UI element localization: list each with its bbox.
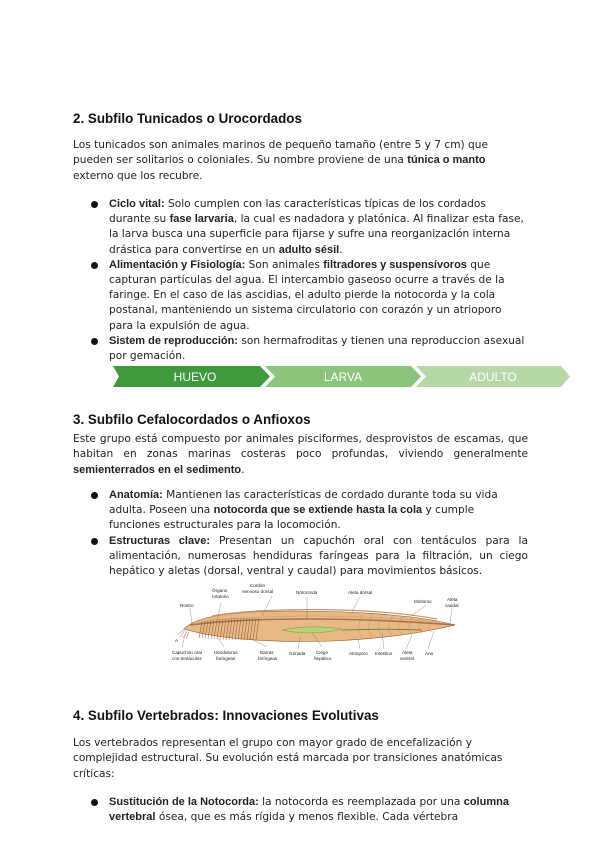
diagram-label-aleta-caudal-2: caudal [445,603,459,608]
diagram-label-miotomo: Miotomo [414,599,432,604]
section-intro-vertebrados: Los vertebrados representan el grupo con mayor grado de encefalización y complejidad estructural. Su evolución está marcada por transiciones anatómicas críticas: [73,737,503,780]
diagram-label-rostro: Rostro [180,603,194,608]
diagram-label-hendiduras-2: faríngeas [216,656,236,661]
bullet-sustitucion-notocorda: Sustitución de la Notocorda: la notocorda es reemplazada por una columna vertebral ósea, que es más rígida y menos flexible. Cada vértebra [90,795,528,825]
diagram-label-organo-rotatorio-2: rotatorio [212,594,229,599]
diagram-label-aleta-ventral-2: ventral [400,656,414,661]
diagram-label-ciego-2: hepático [314,656,332,661]
section-heading-tunicados: 2. Subfilo Tunicados o Urocordados [73,111,302,126]
diagram-label-notocorda: Notocorda [296,590,318,595]
diagram-label-aleta-dorsal: Aleta dorsal [348,590,373,595]
section-heading-vertebrados: 4. Subfilo Vertebrados: Innovaciones Evolutivas [73,708,379,723]
diagram-label-aleta-caudal-1: Aleta [447,597,458,602]
diagram-label-ciego-1: Ciego [316,650,329,655]
diagram-label-capuchon-2: con tentáculos [172,656,202,661]
section-heading-cefalocordados: 3. Subfilo Cefalocordados o Anfioxos [73,412,311,427]
bullet-anatomia: Anatomía: Mantienen las características de cordado durante toda su vida adulta. Poseen una notocorda que se extiende hasta la cola y cumple funciones estructurales para la locomoción. [90,488,528,534]
diagram-label-barras-1: Barras [260,650,274,655]
bullet-alimentacion: Alimentación y Fisiología: Son animales filtradores y suspensívoros que capturan partículas del agua. El intercambio gaseoso ocurre a través de la faringe. En el caso de las ascidias, el adulto pierde la notocorda y la cola postanal, manteniendo un sistema circulatorio con corazón y un atrioporo para la expulsión de agua. [90,258,528,334]
diagram-label-capuchon-1: Capuchón oral [172,650,202,655]
diagram-label-intestino: Intestino [375,651,393,656]
stage-label-huevo: HUEVO [173,370,217,384]
bullet-list-tunicados [90,197,528,364]
bullet-list-vertebrados [90,795,528,825]
section-intro-tunicados: Los tunicados son animales marinos de pequeño tamaño (entre 5 y 7 cm) que pueden ser solitarios o coloniales. Su nombre proviene de una túnica o manto externo que los recubre. [73,139,488,182]
amphioxus-oral-tentacles [178,629,189,639]
stage-label-adulto: ADULTO [469,370,517,384]
bullet-reproduccion: Sistem de reproducción: son hermafroditas y tienen una reproduccion asexual por gemación. [90,334,528,364]
diagram-label-atrioporo: Atrioporo [349,651,368,656]
diagram-label-aleta-ventral-1: Aleta [402,650,413,655]
diagram-label-hendiduras-1: Hendiduras [214,650,238,655]
diagram-label-barras-2: faríngeas [258,656,278,661]
amphioxus-diagram [172,583,467,668]
bullet-ciclo-vital: Ciclo vital: Solo cumplen con las características típicas de los cordados durante su fase larvaria, la cual es nadadora y platónica. Al finalizar esta fase, la larva busca una superficie para fijarse y sufre una reorganización interna drástica para convertirse en un adulto sésil. [90,197,528,258]
diagram-label-gonada: Gónada [289,651,306,656]
diagram-label-cordon-1: Cordón [250,583,266,588]
bullet-list-cefalocordados [90,488,528,579]
section-intro-cefalocordados: Este grupo está compuesto por animales pisciformes, desprovistos de escamas, que habitan en zonas marinas costeras poco profundas, viviendo generalmente semienterrados en el sedimento. [73,433,528,476]
diagram-label-cordon-2: nervioso dorsal [242,589,274,594]
stage-label-larva: LARVA [323,370,363,384]
diagram-label-ano: Ano [425,651,434,656]
diagram-label-organo-rotatorio-1: Órgano [212,588,228,593]
bullet-estructuras: Estructuras clave: Presentan un capuchón oral con tentáculos para la alimentación, numerosas hendiduras faríngeas para la filtración, un ciego hepático y aletas (dorsal, ventral y caudal) para movimientos básicos. [90,534,528,580]
diagram-label-fig-letter: A [175,638,179,643]
